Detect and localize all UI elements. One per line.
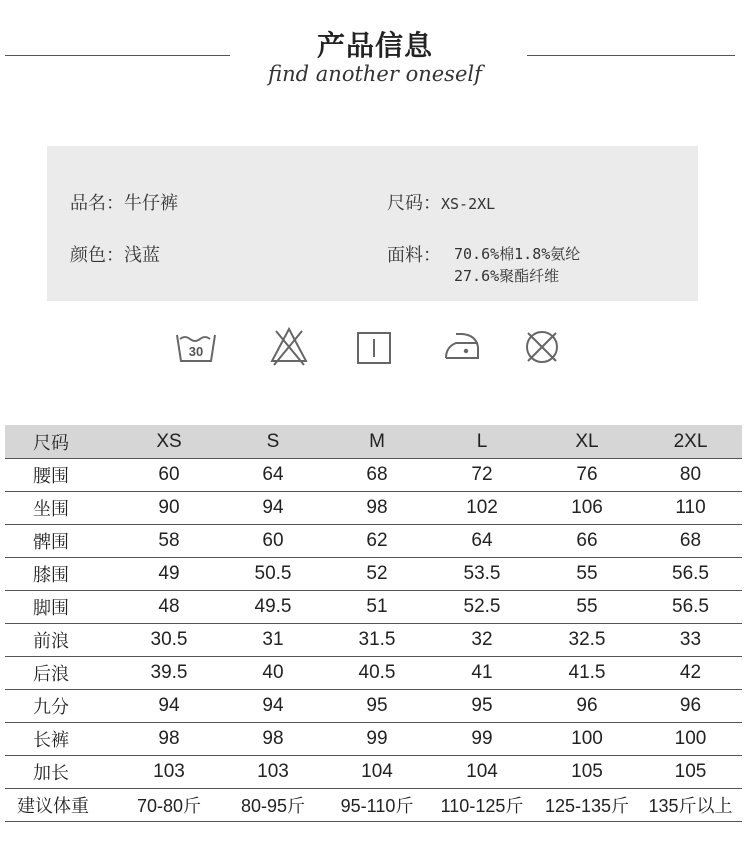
table-cell: 60: [117, 459, 221, 492]
row-label: 前浪: [5, 624, 117, 657]
table-row: [5, 492, 742, 525]
care-icons-row: [0, 323, 750, 373]
table-cell: 80-95斤: [221, 789, 325, 822]
table-cell: 52.5: [429, 591, 535, 624]
table-cell: 51: [325, 591, 429, 624]
table-cell: 52: [325, 558, 429, 591]
product-size-field: [387, 193, 495, 215]
row-label: 膝围: [5, 558, 117, 591]
no-bleach-icon: [268, 323, 310, 367]
table-row: [5, 789, 742, 822]
product-fabric-label: 面料：: [387, 245, 441, 266]
row-label: 髀围: [5, 525, 117, 558]
table-cell: 33: [639, 624, 742, 657]
table-cell: 102: [429, 492, 535, 525]
table-cell: 103: [221, 756, 325, 789]
table-cell: 95-110斤: [325, 789, 429, 822]
row-label: 九分: [5, 690, 117, 723]
product-color-value: 浅蓝: [124, 245, 160, 266]
table-cell: 40.5: [325, 657, 429, 690]
table-cell: 48: [117, 591, 221, 624]
table-cell: 76: [535, 459, 639, 492]
table-cell: 60: [221, 525, 325, 558]
product-color-label: 颜色：: [70, 245, 124, 266]
table-cell: 104: [429, 756, 535, 789]
table-cell: 103: [117, 756, 221, 789]
table-cell: 95: [429, 690, 535, 723]
table-cell: 110-125斤: [429, 789, 535, 822]
table-row: [5, 558, 742, 591]
table-cell: 98: [325, 492, 429, 525]
product-fabric-value: [454, 243, 580, 287]
table-cell: 70-80斤: [117, 789, 221, 822]
no-dry-clean-icon: [522, 323, 562, 367]
product-name-value: 牛仔裤: [124, 193, 178, 214]
table-cell: 99: [325, 723, 429, 756]
product-info-panel: [47, 146, 698, 301]
size-table-header: [5, 425, 742, 459]
page-subtitle: find another oneself: [268, 62, 482, 86]
table-cell: 94: [221, 492, 325, 525]
table-cell: 100: [639, 723, 742, 756]
header-divider-right: [527, 55, 735, 56]
table-cell: 68: [639, 525, 742, 558]
table-cell: 49.5: [221, 591, 325, 624]
table-cell: 41.5: [535, 657, 639, 690]
header-cell-m: M: [325, 425, 429, 459]
fabric-line-2: 27.6%聚酯纤维: [454, 267, 560, 285]
table-cell: 90: [117, 492, 221, 525]
product-size-value: XS-2XL: [441, 195, 496, 213]
table-cell: 110: [639, 492, 742, 525]
table-cell: 100: [535, 723, 639, 756]
table-cell: 32: [429, 624, 535, 657]
table-cell: 135斤以上: [639, 789, 742, 822]
table-row: [5, 723, 742, 756]
table-cell: 62: [325, 525, 429, 558]
table-cell: 105: [535, 756, 639, 789]
table-cell: 56.5: [639, 558, 742, 591]
table-cell: 53.5: [429, 558, 535, 591]
row-label: 腰围: [5, 459, 117, 492]
table-row: [5, 690, 742, 723]
table-cell: 42: [639, 657, 742, 690]
header-cell-2xl: 2XL: [639, 425, 742, 459]
table-cell: 31: [221, 624, 325, 657]
table-row: [5, 459, 742, 492]
table-row: [5, 624, 742, 657]
table-cell: 64: [429, 525, 535, 558]
header-cell-size: 尺码: [5, 425, 117, 459]
table-cell: 94: [117, 690, 221, 723]
table-cell: 80: [639, 459, 742, 492]
table-cell: 105: [639, 756, 742, 789]
fabric-line-1: 70.6%棉1.8%氨纶: [454, 245, 581, 263]
table-cell: 32.5: [535, 624, 639, 657]
table-cell: 125-135斤: [535, 789, 639, 822]
table-cell: 68: [325, 459, 429, 492]
header-cell-xs: XS: [117, 425, 221, 459]
table-cell: 66: [535, 525, 639, 558]
table-cell: 56.5: [639, 591, 742, 624]
row-label: 坐围: [5, 492, 117, 525]
table-cell: 94: [221, 690, 325, 723]
header-cell-l: L: [429, 425, 535, 459]
table-cell: 99: [429, 723, 535, 756]
row-label: 建议体重: [5, 789, 117, 822]
table-cell: 98: [221, 723, 325, 756]
table-row: [5, 756, 742, 789]
table-cell: 96: [639, 690, 742, 723]
row-label: 后浪: [5, 657, 117, 690]
product-size-label: 尺码：: [387, 193, 441, 214]
table-cell: 72: [429, 459, 535, 492]
wash-temp-label: 30: [188, 344, 204, 359]
table-cell: 64: [221, 459, 325, 492]
table-cell: 39.5: [117, 657, 221, 690]
table-cell: 106: [535, 492, 639, 525]
table-row: [5, 591, 742, 624]
product-name-label: 品名：: [70, 193, 124, 214]
table-cell: 58: [117, 525, 221, 558]
table-cell: 31.5: [325, 624, 429, 657]
wash-30-icon: [174, 323, 218, 367]
table-cell: 40: [221, 657, 325, 690]
row-label: 脚围: [5, 591, 117, 624]
table-cell: 30.5: [117, 624, 221, 657]
table-cell: 95: [325, 690, 429, 723]
product-color-field: [70, 245, 160, 267]
table-cell: 41: [429, 657, 535, 690]
table-cell: 55: [535, 558, 639, 591]
product-info-header: [0, 0, 750, 120]
table-cell: 55: [535, 591, 639, 624]
iron-low-icon: [442, 323, 482, 367]
header-cell-xl: XL: [535, 425, 639, 459]
table-cell: 96: [535, 690, 639, 723]
row-label: 加长: [5, 756, 117, 789]
product-name-field: [70, 193, 178, 215]
row-label: 长裤: [5, 723, 117, 756]
page-title: 产品信息: [316, 29, 433, 62]
table-row: [5, 657, 742, 690]
header-cell-s: S: [221, 425, 325, 459]
tumble-dry-icon: [355, 323, 393, 367]
table-cell: 104: [325, 756, 429, 789]
table-cell: 98: [117, 723, 221, 756]
product-fabric-field: [387, 245, 441, 267]
table-cell: 50.5: [221, 558, 325, 591]
table-row: [5, 525, 742, 558]
table-cell: 49: [117, 558, 221, 591]
size-chart-table: [5, 425, 742, 822]
